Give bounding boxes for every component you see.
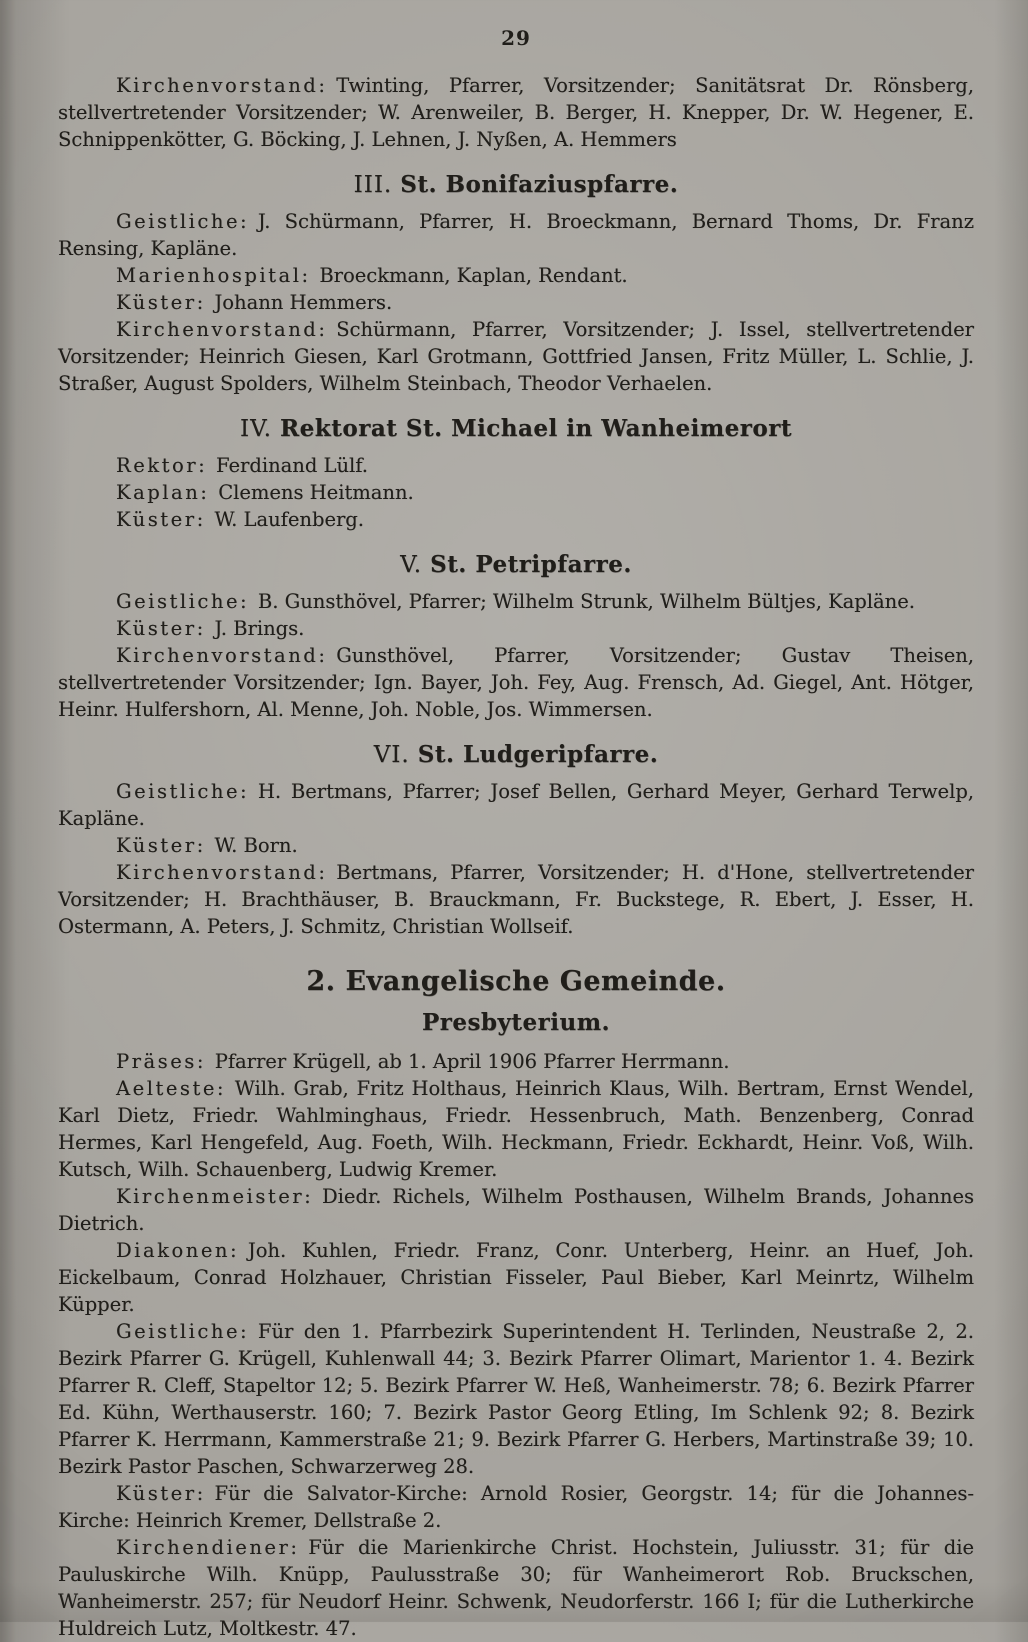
page-number: 29 (501, 26, 531, 50)
paragraph-body: Twinting, Pfarrer, Vorsitzender; Sanitätsrat Dr. Rönsberg, stellvertretender Vorsitzender; W. Arenweiler, B. Berger, H. Knepper, Dr. W. Hegener, E. Schnippenkötter, G. Böcking, J. Lehnen, J. Nyßen, A. Hemmers (58, 74, 974, 151)
paragraph-label: Geistliche: (116, 210, 250, 233)
directory-paragraph (58, 1237, 974, 1318)
section-title: 2. Evangelische Gemeinde. (306, 966, 726, 997)
directory-paragraph (58, 479, 974, 506)
paragraph-body: H. Bertmans, Pfarrer; Josef Bellen, Gerhard Meyer, Gerhard Terwelp, Kapläne. (58, 780, 974, 830)
paragraph-body: Für die Marienkirche Christ. Hochstein, Juliusstr. 31; für die Pauluskirche Wilh. Knüpp, Paulusstraße 30; für Wanheimerort Rob. Bruckschen, Wanheimerstr. 257; für Neudorf Heinr. Schwenk, Neudorferstr. 166 I; für die Lutherkirche Huldreich Lutz, Moltkestr. 47. (58, 1536, 974, 1640)
directory-paragraph (58, 778, 974, 832)
paragraph-label: Kirchenvorstand: (116, 318, 328, 341)
paragraph-label: Küster: (116, 1482, 206, 1505)
paragraph-label: Geistliche: (116, 590, 250, 613)
section-number: IV. (240, 416, 272, 442)
paragraph-label: Aelteste: (116, 1077, 227, 1100)
paragraph-label: Geistliche: (116, 1320, 250, 1343)
section-title: Rektorat St. Michael in Wanheimerort (280, 415, 792, 442)
section-title: St. Bonifaziuspfarre. (400, 171, 679, 198)
directory-paragraph (58, 588, 974, 615)
section-title: Presbyterium. (421, 1009, 611, 1036)
section-number: VI. (373, 742, 410, 768)
paragraph-body: Pfarrer Krügell, ab 1. April 1906 Pfarrer Herrmann. (214, 1050, 730, 1073)
directory-paragraph (58, 1318, 974, 1480)
paragraph-body: B. Gunsthövel, Pfarrer; Wilhelm Strunk, Wilhelm Bültjes, Kapläne. (257, 590, 915, 613)
paragraph-body: Ferdinand Lülf. (216, 454, 368, 477)
paragraph-label: Marienhospital: (116, 264, 311, 287)
directory-paragraph (58, 262, 974, 289)
paragraph-label: Kaplan: (116, 481, 210, 504)
paragraph-body: J. Schürmann, Pfarrer, H. Broeckmann, Bernard Thoms, Dr. Franz Rensing, Kapläne. (58, 210, 974, 260)
directory-paragraph (58, 208, 974, 262)
paragraph-body: Johann Hemmers. (214, 291, 393, 314)
paragraph-body: Broeckmann, Kaplan, Rendant. (319, 264, 628, 287)
paragraph-label: Kirchendiener: (116, 1536, 300, 1559)
paragraph-label: Rektor: (116, 454, 208, 477)
paragraph-label: Kirchenvorstand: (116, 861, 328, 884)
section-title: St. Petripfarre. (430, 551, 632, 578)
directory-paragraph (58, 832, 974, 859)
directory-paragraph (58, 452, 974, 479)
paragraph-label: Kirchenmeister: (116, 1185, 314, 1208)
directory-paragraph (58, 642, 974, 723)
paragraph-body: Joh. Kuhlen, Friedr. Franz, Conr. Unterberg, Heinr. an Huef, Joh. Eickelbaum, Conrad Holzhauer, Christian Fisseler, Paul Bieber, Karl Meinrtz, Wilhelm Küpper. (58, 1239, 974, 1316)
paragraph-label: Küster: (116, 617, 206, 640)
paragraph-body: W. Born. (214, 834, 298, 857)
heading-rektorat-st-michael (58, 415, 974, 442)
paragraph-body: W. Laufenberg. (214, 508, 364, 531)
paragraph-body: Wilh. Grab, Fritz Holthaus, Heinrich Klaus, Wilh. Bertram, Ernst Wendel, Karl Dietz, Friedr. Wahlminghaus, Friedr. Hessenbruch, Math. Benzenberg, Conrad Hermes, Karl Hengefeld, Aug. Foeth, Wilh. Heckmann, Friedr. Eckhardt, Heinr. Voß, Wilh. Kutsch, Wilh. Schauenberg, Ludwig Kremer. (58, 1077, 974, 1181)
section-title: St. Ludgeripfarre. (417, 741, 659, 768)
heading-st-ludgeripfarre (58, 741, 974, 768)
section-number: V. (400, 552, 423, 578)
heading-presbyterium (58, 1009, 974, 1036)
paragraph-body: Gunsthövel, Pfarrer, Vorsitzender; Gustav Theisen, stellvertretender Vorsitzender; Ign. Bayer, Joh. Fey, Aug. Frensch, Ad. Giegel, Ant. Hötger, Heinr. Hulfershorn, Al. Menne, Joh. Noble, Jos. Wimmersen. (58, 644, 974, 721)
heading-st-petripfarre (58, 551, 974, 578)
paragraph-label: Küster: (116, 291, 206, 314)
heading-evangelische-gemeinde (58, 966, 974, 997)
heading-st-bonifaziuspfarre (58, 171, 974, 198)
paragraph-body: Schürmann, Pfarrer, Vorsitzender; J. Issel, stellvertretender Vorsitzender; Heinrich Giesen, Karl Grotmann, Gottfried Jansen, Fritz Müller, L. Schlie, J. Straßer, August Spolders, Wilhelm Steinbach, Theodor Verhaelen. (58, 318, 974, 395)
directory-paragraph (58, 859, 974, 940)
directory-paragraph (58, 1183, 974, 1237)
paragraph-label: Küster: (116, 834, 206, 857)
directory-paragraph (58, 506, 974, 533)
directory-paragraph (58, 316, 974, 397)
paragraph-body: Clemens Heitmann. (218, 481, 414, 504)
paragraph-label: Geistliche: (116, 780, 250, 803)
directory-paragraph (58, 72, 974, 153)
section-number: III. (353, 172, 393, 198)
directory-paragraph (58, 1048, 974, 1075)
directory-paragraph (58, 1480, 974, 1534)
paragraph-body: J. Brings. (214, 617, 305, 640)
paragraph-body: Diedr. Richels, Wilhelm Posthausen, Wilhelm Brands, Johannes Dietrich. (58, 1185, 974, 1235)
paragraph-body: Für die Salvator-Kirche: Arnold Rosier, Georgstr. 14; für die Johannes-Kirche: Heinrich Kremer, Dellstraße 2. (58, 1482, 974, 1532)
directory-paragraph (58, 289, 974, 316)
paragraph-body: Bertmans, Pfarrer, Vorsitzender; H. d'Hone, stellvertretender Vorsitzender; H. Brachthäuser, B. Brauckmann, Fr. Buckstege, R. Ebert, J. Esser, H. Ostermann, A. Peters, J. Schmitz, Christian Wollseif. (58, 861, 974, 938)
paragraph-label: Präses: (116, 1050, 206, 1073)
paragraph-label: Küster: (116, 508, 206, 531)
paragraph-label: Diakonen: (116, 1239, 240, 1262)
paragraph-label: Kirchenvorstand: (116, 74, 328, 97)
paragraph-body: Für den 1. Pfarrbezirk Superintendent H. Terlinden, Neustraße 2, 2. Bezirk Pfarrer G. Krügell, Kuhlenwall 44; 3. Bezirk Pfarrer Olimart, Marientor 1. 4. Bezirk Pfarrer R. Cleff, Stapeltor 12; 5. Bezirk Pfarrer W. Heß, Wanheimerstr. 78; 6. Bezirk Pfarrer Ed. Kühn, Werthauserstr. 160; 7. Bezirk Pastor Georg Etling, Im Schlenk 92; 8. Bezirk Pfarrer K. Herrmann, Kammerstraße 21; 9. Bezirk Pfarrer G. Herbers, Martinstraße 39; 10. Bezirk Pastor Paschen, Schwarzerweg 28. (58, 1320, 974, 1478)
directory-paragraph (58, 615, 974, 642)
paragraph-label: Kirchenvorstand: (116, 644, 328, 667)
directory-paragraph (58, 1534, 974, 1642)
directory-paragraph (58, 1075, 974, 1183)
